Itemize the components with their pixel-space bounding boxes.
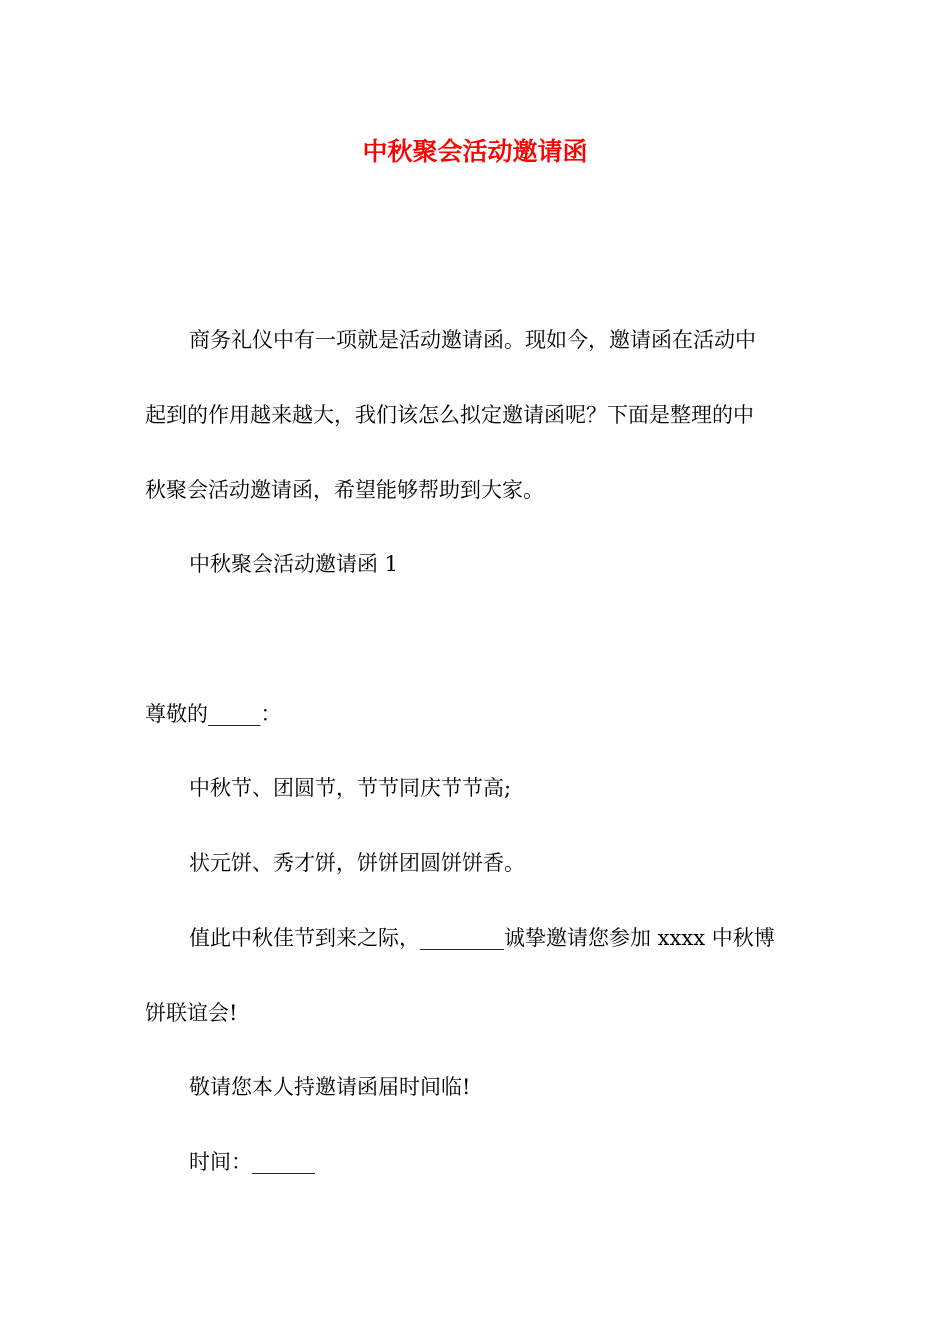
document-title: 中秋聚会活动邀请函 [362, 137, 588, 166]
request-line: 敬请您本人持邀请函届时间临! [189, 1075, 471, 1099]
intro-line-3: 秋聚会活动邀请函，希望能够帮助到大家。 [145, 478, 544, 502]
salutation: 尊敬的_____： [145, 702, 282, 726]
intro-line-1: 商务礼仪中有一项就是活动邀请函。现如今，邀请函在活动中 [189, 328, 756, 352]
verse-line-1: 中秋节、团圆节，节节同庆节节高; [189, 776, 512, 800]
invite-line-1: 值此中秋佳节到来之际，________诚挚邀请您参加 xxxx 中秋博 [189, 926, 775, 950]
section-heading: 中秋聚会活动邀请函 1 [189, 552, 399, 576]
intro-line-2: 起到的作用越来越大，我们该怎么拟定邀请函呢？下面是整理的中 [145, 403, 754, 427]
invite-line-2: 饼联谊会! [145, 1001, 238, 1025]
verse-line-2: 状元饼、秀才饼，饼饼团圆饼饼香。 [189, 851, 525, 875]
time-line: 时间：______ [189, 1150, 315, 1174]
